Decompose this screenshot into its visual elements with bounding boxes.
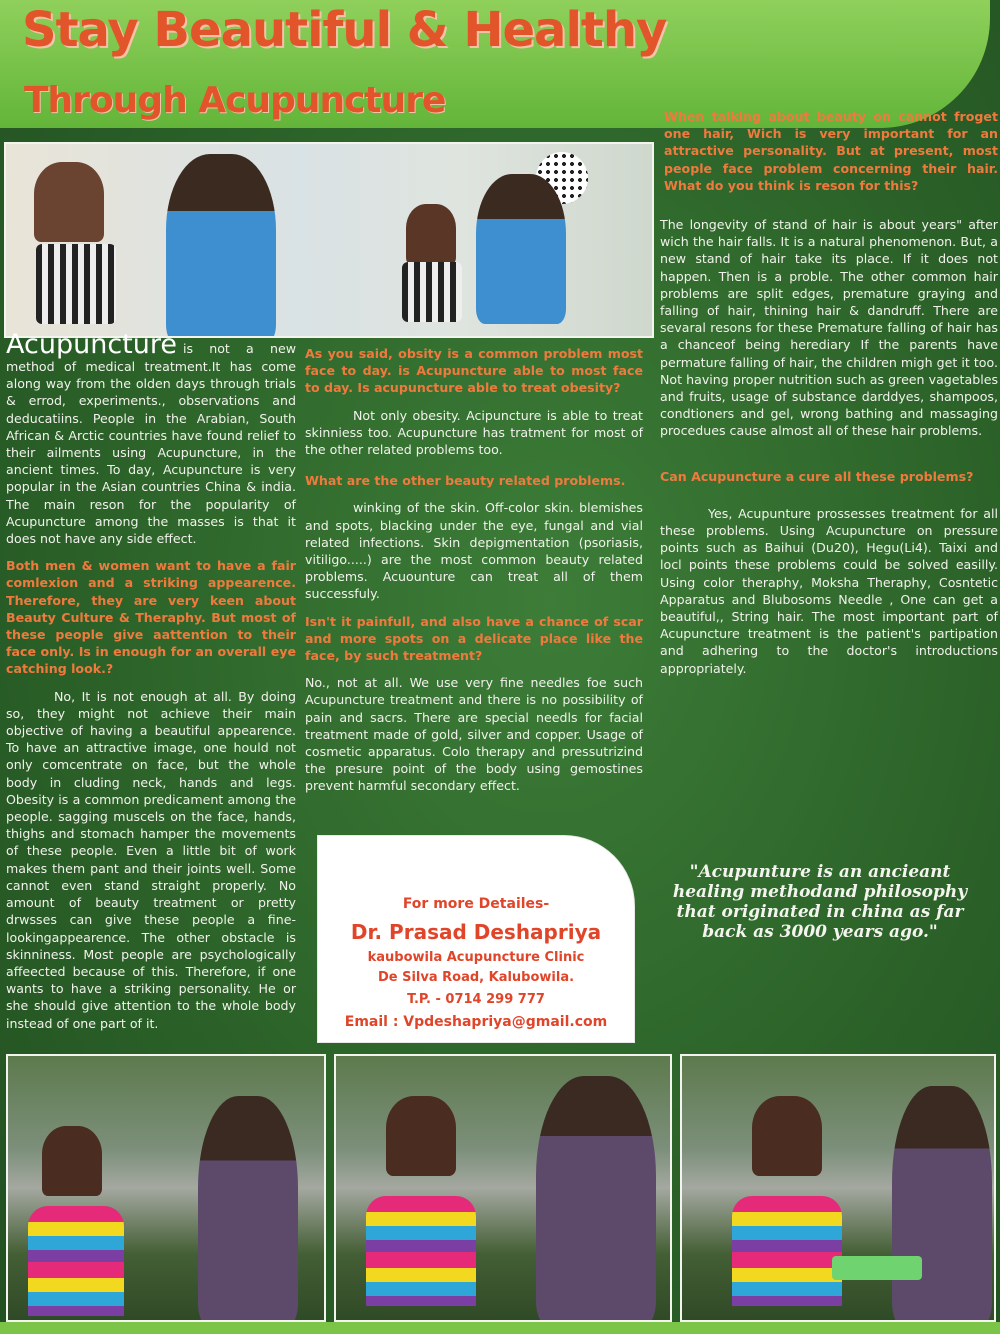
intro-paragraph: Acupuncture is not a new method of medical treatment.It has come along way from the olden days through trials & errod, experiments., observations and deducatiins. People in the Arabian, South African & Arctic countries have found relief to their ailments using Acupuncture, in the ancient times. To day, Acupuncture is very popular in the Asian countries China & india. The main reson for the popularity of Acupuncture among the masses is that it does not have any side effect. — [6, 329, 296, 547]
answer-cure: Yes, Acupunture prossesses treatment for all these problems. Using Acupuncture on pressure points such as Baihui (Du20), Hegu(Li4). Taixi and locl points these problems could be solved easilly. Using color theraphy, Moksha Theraphy, Cosntetic Apparatus and Blubosoms Needle , One can get a beautiful,, String hair. The most important part of Acupuncture treatment is the patient's partipation and adhering to the doctor's introductions appropriately. — [660, 505, 998, 676]
lead-word: Acupuncture — [6, 329, 177, 360]
woman-head-2 — [406, 204, 456, 264]
woman-blouse-2 — [366, 1196, 476, 1306]
question-obesity: As you said, obsity is a common problem most face to day. is Acupuncture able to most face to day. Is acupuncture able to treat obesity? — [305, 346, 643, 396]
email-link[interactable]: Email : Vpdeshapriya@gmail.com — [344, 1014, 608, 1030]
photo-outdoor-2 — [334, 1054, 672, 1322]
woman-striped-top-2 — [402, 262, 462, 322]
question-painful: Isn't it painfull, and also have a chance of scar and more spots on a delicate place like the face, by such treatment? — [305, 613, 643, 664]
answer-1: No, It is not enough at all. By doing so, they might not achieve their main objective of having a beautiful appearence. To have an attractive image, one hould not only comcentrate on face, but the whole body in cluding neck, hands and legs. Obesity is a common predicament among the people. sagging muscels on the face, hands, thighs and stomach hamper the movements of these people. Even a little bit of work makes them pant and their joints well. Some cannot even stand straight properly. No amount of beauty treatment or pretty drwsses can give these people a fine-lookingappearence. The other obstacle is skinniness. Most people are psychologically affeected because of this. Therefore, if one wants to have a striking personality. He or she should give attention to the whole body instead of one part of it. — [6, 688, 296, 1031]
practitioner-outdoor-3 — [892, 1086, 992, 1322]
footer-band — [0, 1322, 1000, 1334]
question-hair: When talking about beauty on cannot froget one hair, Wich is very important for an attractive personality. But at present, most people face problem concerning their hair. What do you think is reson for this? — [664, 109, 998, 193]
question-cure: Can Acupuncture a cure all these problems? — [660, 468, 974, 484]
clinic-address: De Silva Road, Kalubowila. — [377, 970, 575, 985]
practitioner-figure-2 — [476, 174, 566, 324]
answer-obesity: Not only obesity. Acipuncture is able to treat skinniess too. Acupuncture has tratment for most of the other related problems too. — [305, 407, 643, 458]
page-subtitle: Through Acupuncture — [24, 80, 446, 121]
woman-head-outdoor-1 — [42, 1126, 102, 1196]
question-1: Both men & women want to have a fair comlexion and a striking appearence. Therefore, they are very keen about Beauty Culture & Theraphy. But most of these people give aattention to their face only. Is in enough for an overall eye catching look.? — [6, 558, 296, 677]
phone-number: T.P. - 0714 299 777 — [407, 992, 545, 1007]
contact-box — [318, 836, 634, 1042]
column-2 — [305, 345, 643, 805]
woman-head — [34, 162, 104, 242]
practitioner-figure — [166, 154, 276, 338]
woman-head-outdoor-3 — [752, 1096, 822, 1176]
photo-acupuncture-session — [4, 142, 654, 338]
answer-beauty-problems: winking of the skin. Off-color skin. blemishes and spots, blacking under the eye, fungal and vial related infections. Skin depigmentation (psoriasis, vitiligo.....) are the most common beauty related problems. Acuounture can treat all of them successfuly. — [305, 500, 643, 602]
page-title: Stay Beautiful & Healthy — [22, 2, 667, 58]
photo-outdoor-1 — [6, 1054, 326, 1322]
answer-painful: No., not at all. We use very fine needles foe such Acupuncture treatment and there is no possibility of pain and sacrs. There are special needls for facial treatment made of gold, silver and copper. Usage of cosmetic apparatus. Colo therapy and pressutrizind the presure point of the body using gemostines prevent harmful secondary effect. — [305, 675, 643, 794]
clinic-name: kaubowila Acupuncture Clinic — [367, 950, 585, 965]
woman-striped-top — [36, 244, 116, 324]
contact-heading: For more Detailes- — [402, 896, 550, 912]
pull-quote: "Acupunture is an ancieant healing methodand philosophy that originated in china as far back as 3000 years ago." — [672, 862, 968, 942]
column-3 — [660, 108, 998, 687]
answer-hair: The longevity of stand of hair is about years" after wich the hair falls. It is a natural phenomenon. But, a new stand of hair take its place. If it does not happen. Then is a proble. The other common hair problems are split edges, premature graying and falling of hair, thining hair & dandruff. There are sevaral resons for these Premature falling of hair has a chanceof being herediary If the parents have permature falling of hair, the children migh get it too. Not having proper nutrition such as green vagetables and fruits, usage of substance darddyes, shampoos, condtioners and gel, wrong bathing and massaging procedues cause almost all of these hair problems. — [660, 217, 998, 439]
column-1 — [6, 329, 296, 1042]
woman-blouse-1 — [28, 1206, 124, 1316]
practitioner-outdoor-1 — [198, 1096, 298, 1322]
practitioner-outdoor-2 — [536, 1076, 656, 1322]
question-beauty-problems: What are the other beauty related problems. — [305, 473, 626, 489]
woman-blouse-3 — [732, 1196, 842, 1306]
photo-outdoor-3 — [680, 1054, 996, 1322]
doctor-name: Dr. Prasad Deshapriya — [350, 920, 602, 944]
woman-head-outdoor-2 — [386, 1096, 456, 1176]
equipment-tray — [832, 1256, 922, 1280]
